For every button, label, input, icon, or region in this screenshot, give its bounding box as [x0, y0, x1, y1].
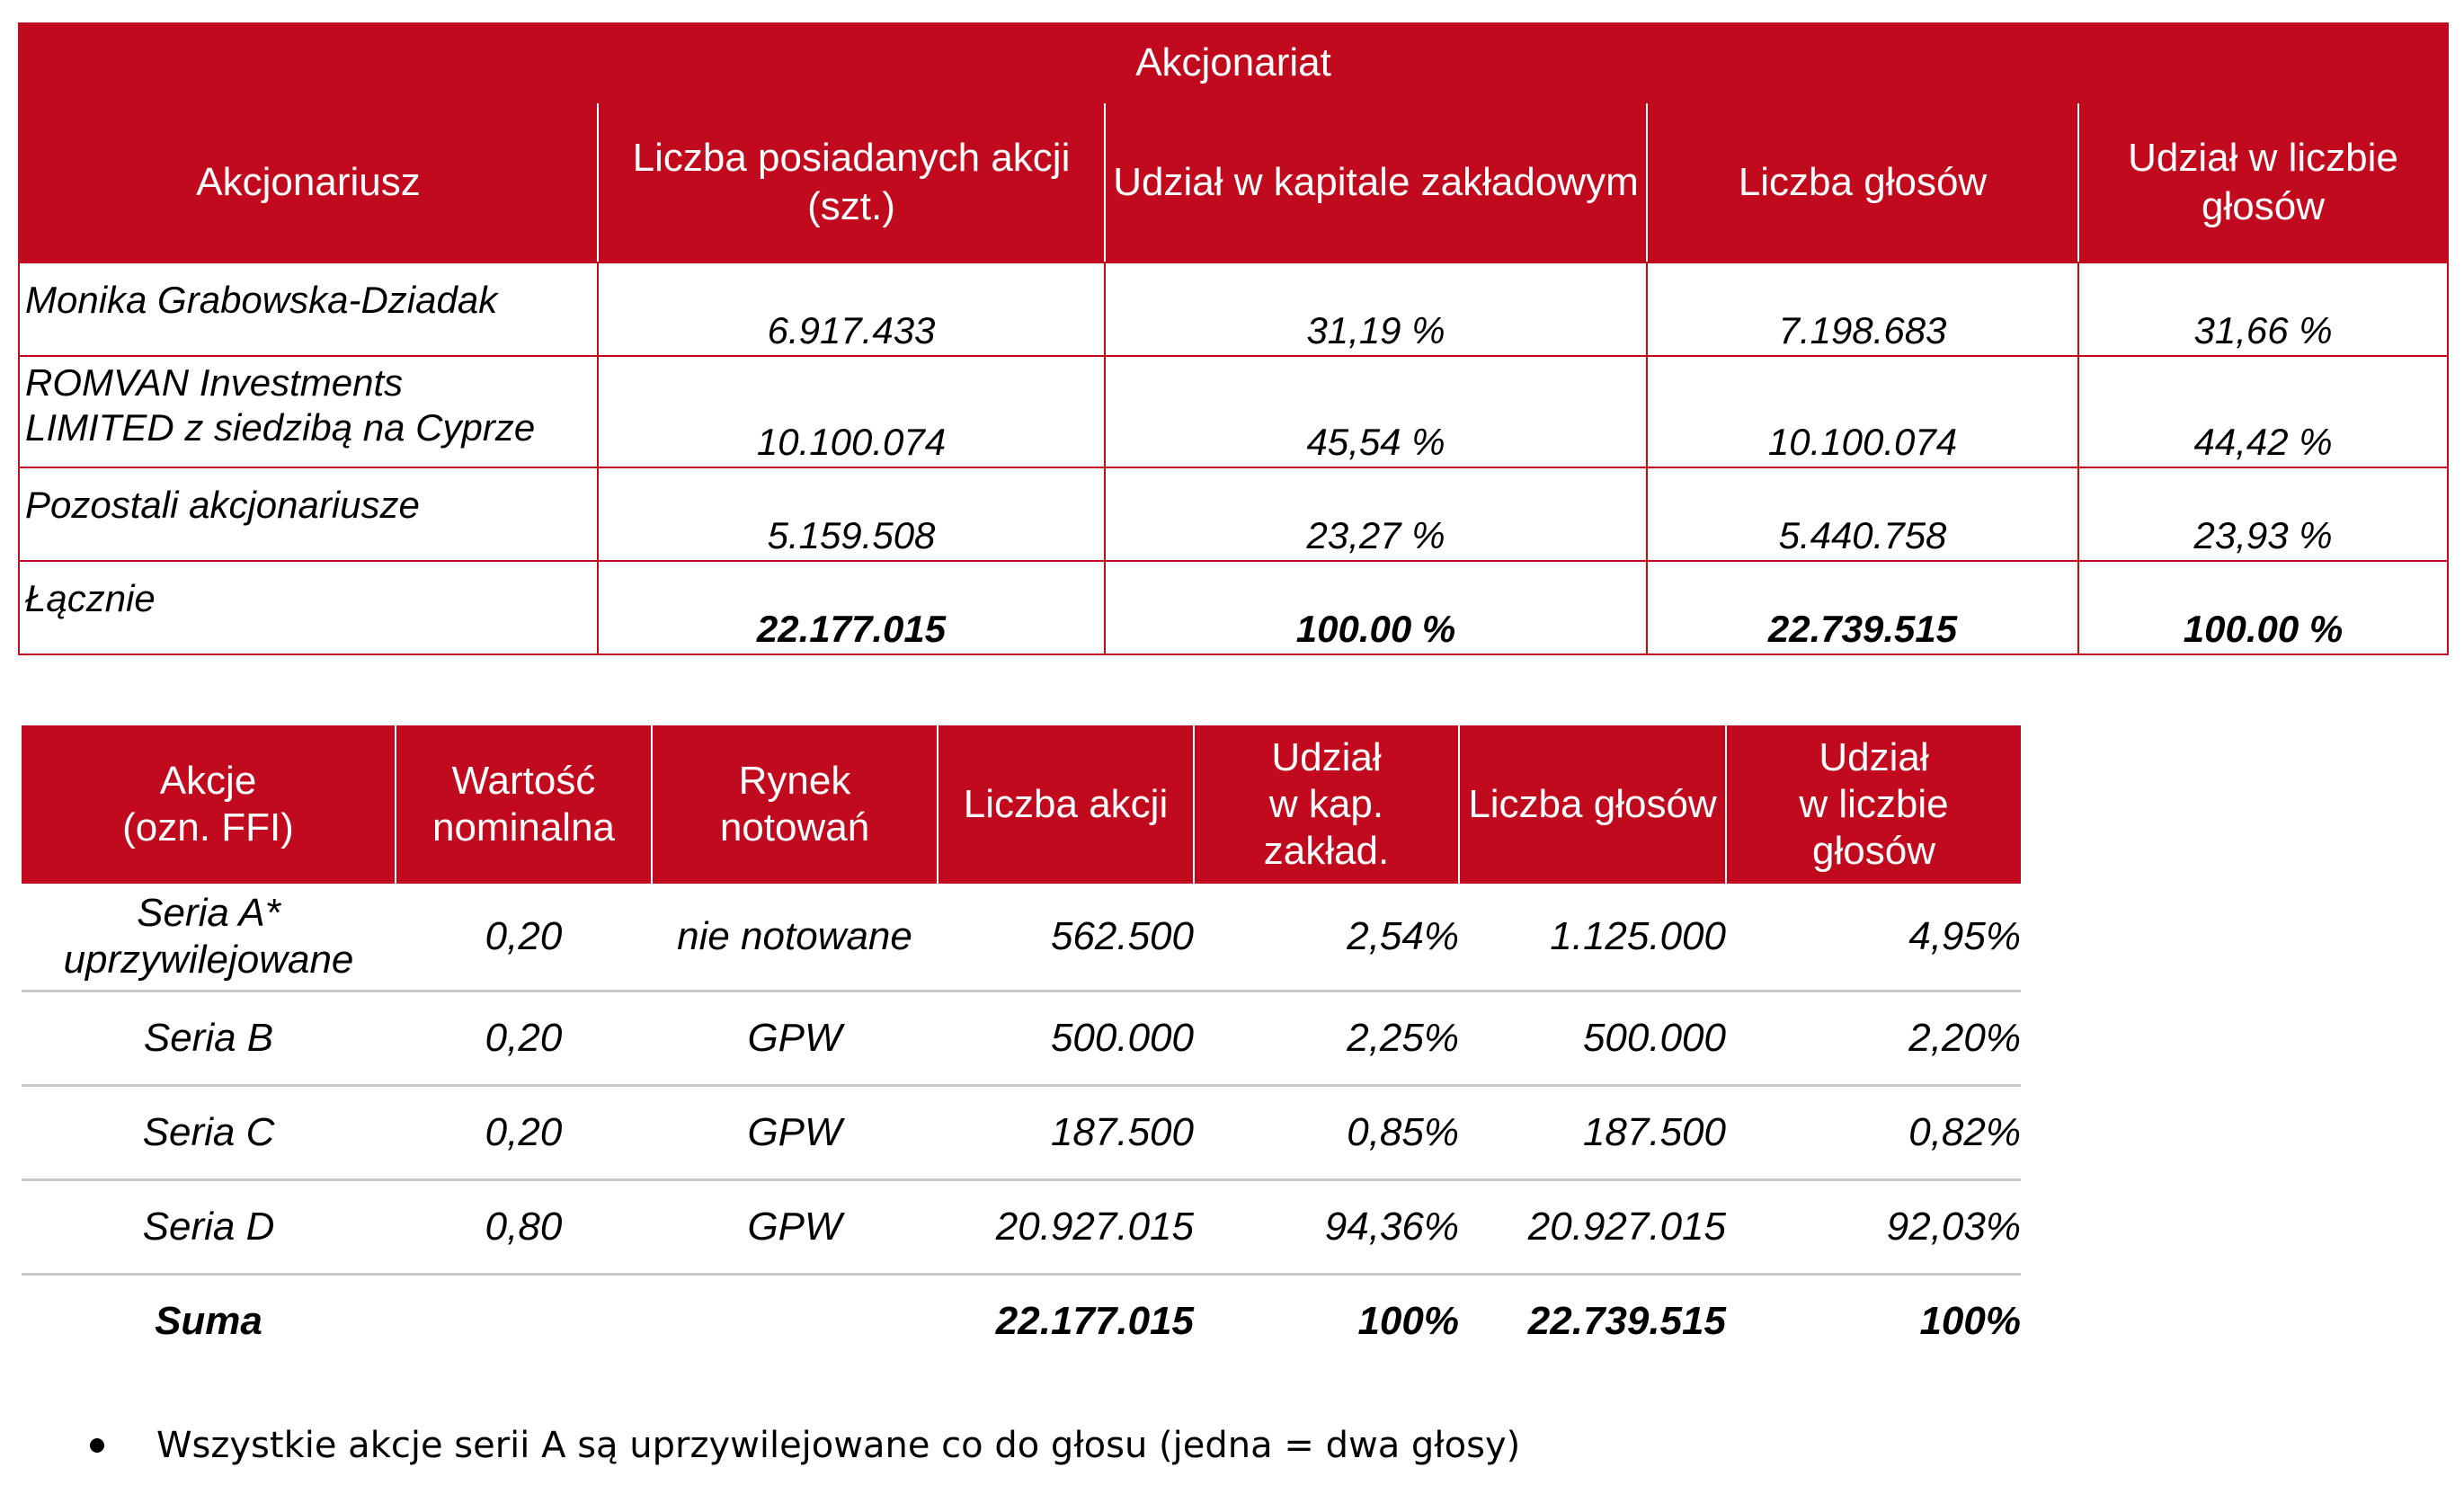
total-vote-share: 100.00 % [2078, 561, 2448, 654]
shares-held: 10.100.074 [598, 356, 1105, 467]
capital-share: 0,85% [1194, 1086, 1459, 1180]
capital-share: 2,25% [1194, 992, 1459, 1086]
header-share-count: Liczba akcji [938, 725, 1194, 884]
shareholder-name [19, 356, 598, 467]
series-name: Seria C [22, 1086, 396, 1180]
vote-share: 92,03% [1726, 1180, 2021, 1275]
shareholder-name-line2: LIMITED z siedzibą na Cyprze [25, 406, 536, 449]
total-label: Łącznie [19, 561, 598, 654]
votes: 5.440.758 [1647, 467, 2078, 561]
votes: 500.000 [1459, 992, 1726, 1086]
empty-cell [652, 1275, 938, 1368]
series-name: Seria D [22, 1180, 396, 1275]
total-label: Suma [155, 1299, 262, 1343]
bullet-icon [90, 1438, 104, 1453]
total-shares: 22.177.015 [598, 561, 1105, 654]
header-vote-share: Udział w liczbie głosów [1726, 725, 2021, 884]
vote-share: 2,20% [1726, 992, 2021, 1086]
votes: 1.125.000 [1459, 884, 1726, 992]
votes: 20.927.015 [1459, 1180, 1726, 1275]
series-name: Seria A* uprzywilejowane [22, 884, 396, 992]
footnote [90, 1422, 1520, 1469]
total-capital-share: 100.00 % [1105, 561, 1647, 654]
capital-share: 23,27 % [1105, 467, 1647, 561]
total-share-count: 22.177.015 [995, 1299, 1194, 1343]
shareholder-name: Monika Grabowska-Dziadak [19, 262, 598, 356]
shares-held: 5.159.508 [598, 467, 1105, 561]
capital-share: 45,54 % [1105, 356, 1647, 467]
vote-share: 44,42 % [2078, 356, 2448, 467]
nominal-value: 0,20 [396, 884, 652, 992]
total-votes: 22.739.515 [1647, 561, 2078, 654]
header-nominal-value: Wartość nominalna [396, 725, 652, 884]
table-row [22, 1086, 2021, 1180]
total-row [19, 561, 2448, 654]
total-capital-share: 100% [1357, 1299, 1459, 1343]
table-row [22, 992, 2021, 1086]
capital-share: 94,36% [1194, 1180, 1459, 1275]
nominal-value: 0,80 [396, 1180, 652, 1275]
series-name: Seria B [22, 992, 396, 1086]
total-row [22, 1275, 2021, 1368]
votes: 10.100.074 [1647, 356, 2078, 467]
shareholders-table-title: Akcjonariat [19, 23, 2448, 102]
table-row [22, 1180, 2021, 1275]
table-row [19, 262, 2448, 356]
header-capital-share: Udział w kapitale zakładowym [1105, 102, 1647, 262]
total-votes: 22.739.515 [1527, 1299, 1726, 1343]
empty-cell [396, 1275, 652, 1368]
total-vote-share: 100% [1919, 1299, 2021, 1343]
votes: 187.500 [1459, 1086, 1726, 1180]
share-series-table [22, 725, 2021, 1367]
header-capital-share: Udział w kap. zakład. [1194, 725, 1459, 884]
table-row [22, 884, 2021, 992]
header-shareholder: Akcjonariusz [19, 102, 598, 262]
share-count: 187.500 [938, 1086, 1194, 1180]
shares-held: 6.917.433 [598, 262, 1105, 356]
shareholder-name-line1: ROMVAN Investments [25, 361, 404, 404]
header-votes: Liczba głosów [1459, 725, 1726, 884]
market: nie notowane [652, 884, 938, 992]
votes: 7.198.683 [1647, 262, 2078, 356]
header-vote-share: Udział w liczbie głosów [2078, 102, 2448, 262]
vote-share: 23,93 % [2078, 467, 2448, 561]
vote-share: 31,66 % [2078, 262, 2448, 356]
share-count: 500.000 [938, 992, 1194, 1086]
vote-share: 4,95% [1726, 884, 2021, 992]
footnote-text: Wszystkie akcje serii A są uprzywilejowane co do głosu (jedna = dwa głosy) [156, 1425, 1521, 1466]
capital-share: 2,54% [1194, 884, 1459, 992]
shareholders-table [18, 22, 2449, 655]
market: GPW [652, 1180, 938, 1275]
table-row [19, 356, 2448, 467]
header-market: Rynek notowań [652, 725, 938, 884]
header-votes: Liczba głosów [1647, 102, 2078, 262]
header-series: Akcje (ozn. FFI) [22, 725, 396, 884]
nominal-value: 0,20 [396, 992, 652, 1086]
capital-share: 31,19 % [1105, 262, 1647, 356]
header-shares-held: Liczba posiadanych akcji (szt.) [598, 102, 1105, 262]
share-count: 20.927.015 [938, 1180, 1194, 1275]
vote-share: 0,82% [1726, 1086, 2021, 1180]
share-count: 562.500 [938, 884, 1194, 992]
shareholder-name: Pozostali akcjonariusze [19, 467, 598, 561]
table-row [19, 467, 2448, 561]
market: GPW [652, 1086, 938, 1180]
nominal-value: 0,20 [396, 1086, 652, 1180]
market: GPW [652, 992, 938, 1086]
